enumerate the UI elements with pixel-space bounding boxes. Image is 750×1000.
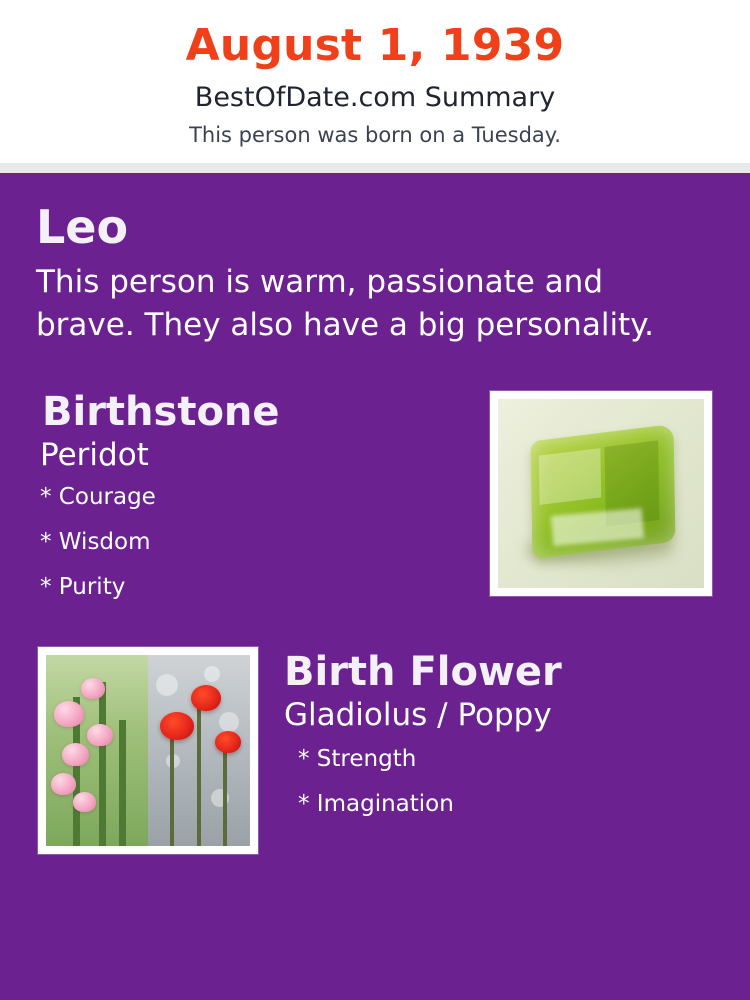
- poppy-bloom: [160, 712, 194, 740]
- birthstone-trait: * Courage: [40, 483, 156, 510]
- gladiolus-bloom: [73, 792, 96, 812]
- zodiac-sign-name: Leo: [36, 199, 129, 254]
- header-divider: [0, 163, 750, 173]
- gladiolus-poppy-photo: [46, 655, 250, 846]
- site-summary-label: BestOfDate.com Summary: [194, 81, 556, 113]
- poppy-stem: [170, 728, 174, 846]
- birth-flower-title: Birth Flower: [284, 648, 562, 695]
- birthstone-trait: * Purity: [40, 573, 126, 600]
- bokeh-dot: [219, 712, 239, 732]
- birth-flower-section: [34, 647, 716, 854]
- poppy-photo-half: [148, 655, 250, 846]
- page-title-date: August 1, 1939: [185, 20, 565, 71]
- peridot-gemstone-photo: [498, 399, 704, 588]
- birthstone-name: Peridot: [40, 436, 149, 473]
- birthstone-section: [34, 388, 716, 621]
- birth-flower-trait: * Strength: [298, 746, 417, 773]
- bokeh-dot: [156, 674, 178, 696]
- zodiac-description: This person is warm, passionate and brave. They also have a big personality.: [36, 264, 654, 343]
- birth-weekday-note: This person was born on a Tuesday.: [189, 122, 561, 147]
- gladiolus-photo-half: [46, 655, 148, 846]
- birth-flower-trait: * Imagination: [298, 791, 454, 818]
- birthstone-image-frame: [490, 391, 712, 596]
- gladiolus-bloom: [81, 678, 105, 699]
- birthstone-trait: * Wisdom: [40, 528, 151, 555]
- poppy-stem: [197, 705, 201, 846]
- gladiolus-bloom: [54, 701, 84, 727]
- gladiolus-bloom: [62, 743, 89, 766]
- birthstone-title: Birthstone: [42, 388, 280, 435]
- birth-flower-name: Gladiolus / Poppy: [284, 696, 552, 733]
- details-panel: [0, 173, 750, 1000]
- poppy-bloom: [191, 685, 221, 711]
- gladiolus-bloom: [51, 773, 76, 795]
- bokeh-dot: [204, 666, 220, 682]
- gladiolus-bloom: [87, 724, 113, 746]
- poppy-stem: [223, 743, 227, 846]
- birthstone-text: [36, 388, 280, 621]
- page-header: [0, 0, 750, 163]
- gladiolus-stem: [99, 682, 106, 846]
- birth-flower-text: [280, 647, 562, 838]
- poppy-bloom: [215, 731, 241, 753]
- gem-facet-light: [539, 448, 601, 505]
- gladiolus-stem: [119, 720, 126, 846]
- birth-flower-image-frame: [38, 647, 258, 854]
